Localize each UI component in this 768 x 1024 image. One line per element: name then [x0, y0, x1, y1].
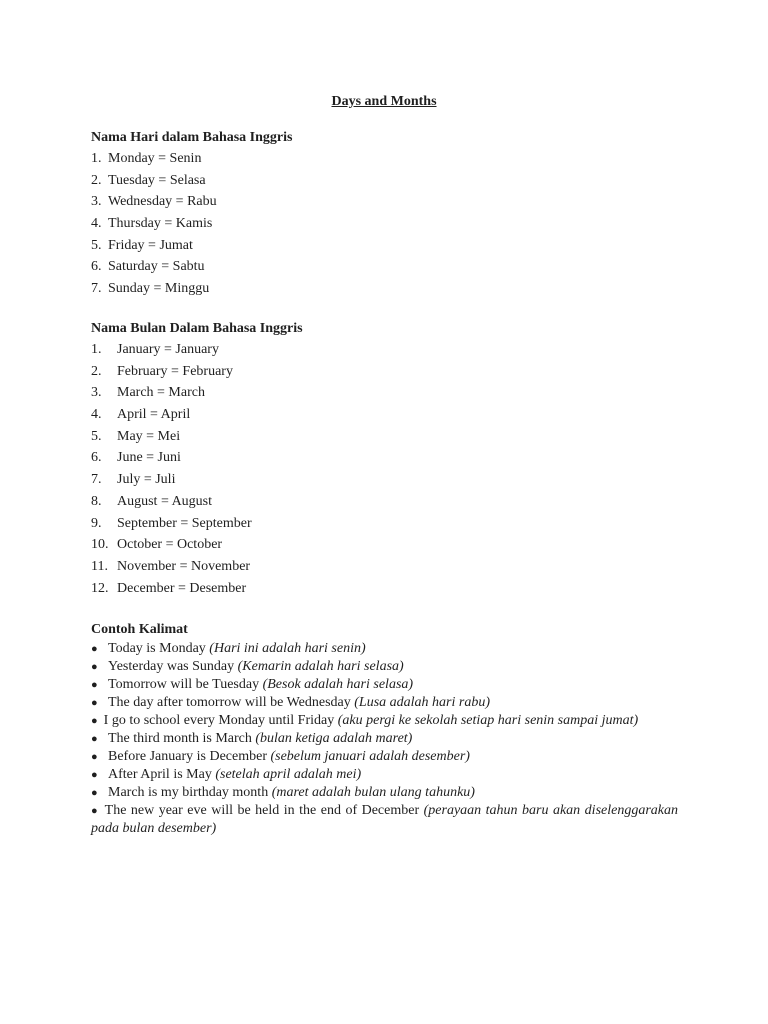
list-item: 12. December = Desember	[91, 580, 247, 596]
list-item: 1. January = January	[91, 342, 219, 357]
months-heading: Nama Bulan Dalam Bahasa Inggris	[91, 321, 303, 336]
bullet-icon: ●	[91, 661, 98, 673]
list-item: ● The third month is March (bulan ketiga adalah maret)	[91, 731, 413, 746]
examples-heading: Contoh Kalimat	[91, 622, 188, 637]
examples-section	[91, 620, 678, 838]
bullet-icon: ●	[91, 697, 98, 709]
list-item: ● Today is Monday (Hari ini adalah hari senin)	[91, 641, 366, 656]
list-item: ● The new year eve will be held in the end of December (perayaan tahun baru akan diselenggarakan pada bulan desember)	[91, 803, 678, 836]
list-item: 9. September = September	[91, 515, 252, 531]
list-item: ● Before January is December (sebelum januari adalah desember)	[91, 749, 470, 764]
bullet-icon: ●	[91, 679, 98, 691]
document-title: Days and Months	[331, 94, 437, 109]
bullet-icon: ●	[91, 805, 99, 817]
list-item: ● Tomorrow will be Tuesday (Besok adalah hari selasa)	[91, 677, 414, 692]
bullet-icon: ●	[91, 751, 98, 763]
list-item: 2. Tuesday = Selasa	[91, 172, 206, 188]
list-item: 6. June = Juni	[91, 450, 181, 466]
list-item: 7. Sunday = Minggu	[91, 281, 210, 297]
examples-list	[91, 640, 678, 838]
bullet-icon: ●	[91, 769, 98, 781]
list-item: 3. Wednesday = Rabu	[91, 194, 217, 210]
list-item: ● The day after tomorrow will be Wednesday (Lusa adalah hari rabu)	[91, 695, 490, 710]
list-item: ● I go to school every Monday until Friday (aku pergi ke sekolah setiap hari senin sampai jumat)	[91, 713, 639, 728]
days-list	[91, 148, 678, 300]
list-item: ● Yesterday was Sunday (Kemarin adalah hari selasa)	[91, 659, 404, 674]
list-item: 3. March = March	[91, 385, 205, 401]
months-section	[91, 319, 678, 599]
list-item: ● March is my birthday month (maret adalah bulan ulang tahunku)	[91, 785, 475, 800]
list-item: 10. October = October	[91, 537, 223, 553]
list-item: 2. February = February	[91, 363, 233, 379]
list-item: 6. Saturday = Sabtu	[91, 259, 205, 275]
list-item: ● After April is May (setelah april adalah mei)	[91, 767, 362, 782]
list-item: 7. July = Juli	[91, 472, 176, 488]
list-item: 11. November = November	[91, 558, 251, 574]
days-heading: Nama Hari dalam Bahasa Inggris	[91, 130, 293, 145]
list-item: 5. Friday = Jumat	[91, 237, 193, 253]
months-list	[91, 339, 678, 599]
list-item: 8. August = August	[91, 493, 213, 509]
list-item: 4. Thursday = Kamis	[91, 216, 213, 232]
bullet-icon: ●	[91, 733, 98, 745]
list-item: 1. Monday = Senin	[91, 151, 202, 166]
list-item: 4. April = April	[91, 407, 191, 423]
bullet-icon: ●	[91, 787, 98, 799]
bullet-icon: ●	[91, 643, 98, 655]
bullet-icon: ●	[91, 715, 98, 727]
days-section	[91, 128, 678, 300]
list-item: 5. May = Mei	[91, 428, 181, 444]
